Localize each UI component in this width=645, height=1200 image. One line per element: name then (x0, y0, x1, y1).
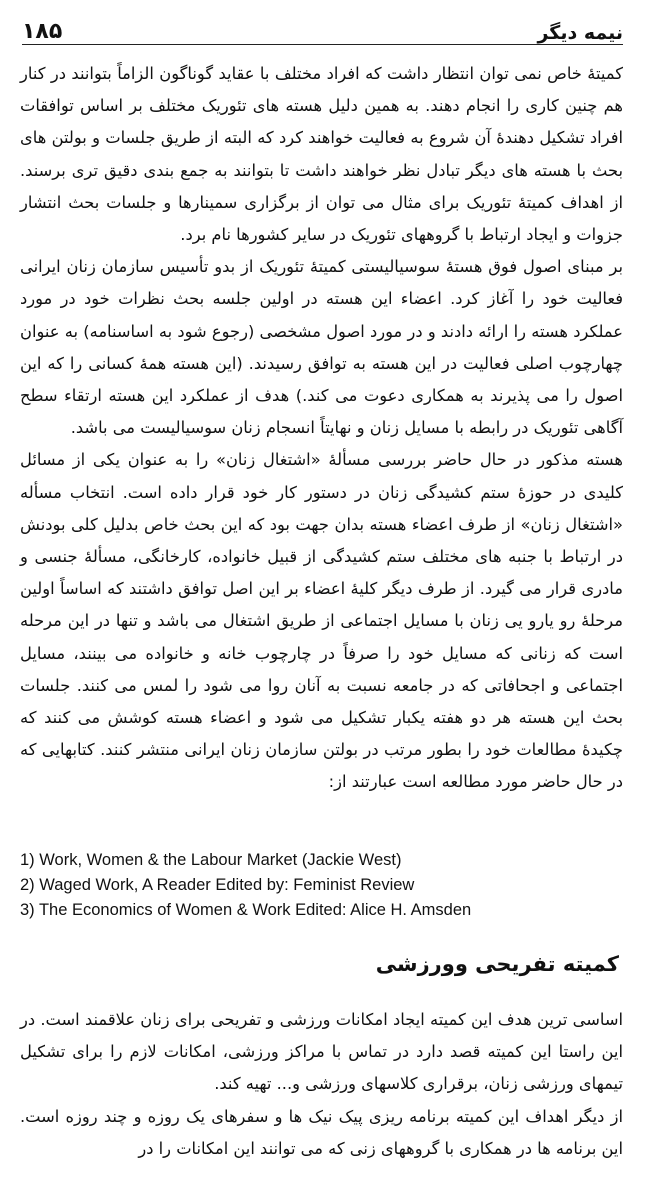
section-text (20, 1004, 623, 1165)
reference-list (20, 848, 620, 923)
reference-item: 2) Waged Work, A Reader Edited by: Feminist Review (20, 876, 415, 894)
paragraph: کمیتهٔ خاص نمی توان انتظار داشت که افراد مختلف با عقاید گوناگون الزاماً بتوانند در کنار هم چنین کاری را انجام دهند. به همین دلیل هسته های تئوریک مختلف بر اساس توافقات افراد تشکیل دهندهٔ آن شروع به فعالیت خواهند کرد که البته از طریق جلسات و بولتن های بحث با هسته های دیگر تبادل نظر خواهند داشت تا بتوانند به جمع بندی دقیق تری برسند. از اهداف کمیتهٔ تئوریک برای مثال می توان از برگزاری سمینارها و جلسات بحث انتشار جزوات و ایجاد ارتباط با گروههای تئوریک در سایر کشورها نام برد. (20, 64, 623, 245)
main-text (20, 58, 623, 799)
reference-item: 3) The Economics of Women & Work Edited: Alice H. Amsden (20, 901, 472, 919)
paragraph: از دیگر اهداف این کمیته برنامه ریزی پیک نیک ها و سفرهای یک روزه و چند روزه است. این برنامه ها در همکاری با گروههای زنی که می توانند این امکانات را در (20, 1106, 623, 1158)
reference-item: 1) Work, Women & the Labour Market (Jackie West) (20, 851, 402, 869)
paragraph: بر مبنای اصول فوق هستهٔ سوسیالیستی کمیتهٔ تئوریک از بدو تأسیس سازمان زنان ایرانی فعالیت خود را آغاز کرد. اعضاء این هسته در اولین جلسه بحث نظرات خود در مورد عملکرد هسته را ارائه دادند و در مورد اصول مشخصی (رجوع شود به اساسنامه) به عنوان چهارچوب اصلی فعالیت در این هسته به توافق رسیدند. (این هسته همهٔ کسانی را که این اصول را می پذیرند به همکاری دعوت می کند.) هدف از عملکرد این هسته ارتقاء سطح آگاهی تئوریک در رابطه با مسایل زنان و نهایتاً انسجام زنان سوسیالیست می باشد. (20, 257, 623, 438)
paragraph: اساسی ترین هدف این کمیته ایجاد امکانات ورزشی و تفریحی برای زنان علاقمند است. در این راستا این کمیته قصد دارد در تماس با مراکز ورزشی، امکانات لازم را برای تشکیل تیمهای ورزشی زنان، برقراری کلاسهای ورزشی و... تهیه کند. (20, 1010, 623, 1094)
running-title: نیمه دیگر (537, 22, 623, 44)
page-number: ۱۸۵ (22, 19, 63, 44)
paragraph: هسته مذکور در حال حاضر بررسی مسألهٔ «اشتغال زنان» را به عنوان یکی از مسائل کلیدی در حوزهٔ ستم کشیدگی زنان در دستور کار خود قرار داده است. انتخاب مسأله «اشتغال زنان» از طرف اعضاء هسته بدان جهت بود که این بحث خاص بدلیل کلی بودنش در ارتباط با جنبه های مختلف ستم کشیدگی از قبیل خانواده، کارخانگی، مسألهٔ جنسی و مادری قرار می گیرد. از طرف دیگر کلیهٔ اعضاء بر این اصل توافق داشتند که اساساً اولین مرحلهٔ رو یارو یی زنان با مسایل اجتماعی از طریق اشتغال می باشد و تنها در این مرحله است که زنانی که مسایل خود را صرفاً در چارچوب خانه و خانواده می بینند، مسایل اجتماعی و اجحافاتی که در جامعه نسبت به آنان روا می شود را لمس می کنند. جلسات بحث این هسته هر دو هفته یکبار تشکیل می شود و اعضاء هسته کوشش می کنند که چکیدهٔ مطالعات خود را بطور مرتب در بولتن سازمان زنان ایرانی منتشر کنند. کتابهایی که در حال حاضر مورد مطالعه است عبارتند از: (20, 450, 623, 792)
section-heading: کمیته تفریحی وورزشی (375, 952, 619, 976)
page-header (22, 12, 623, 45)
